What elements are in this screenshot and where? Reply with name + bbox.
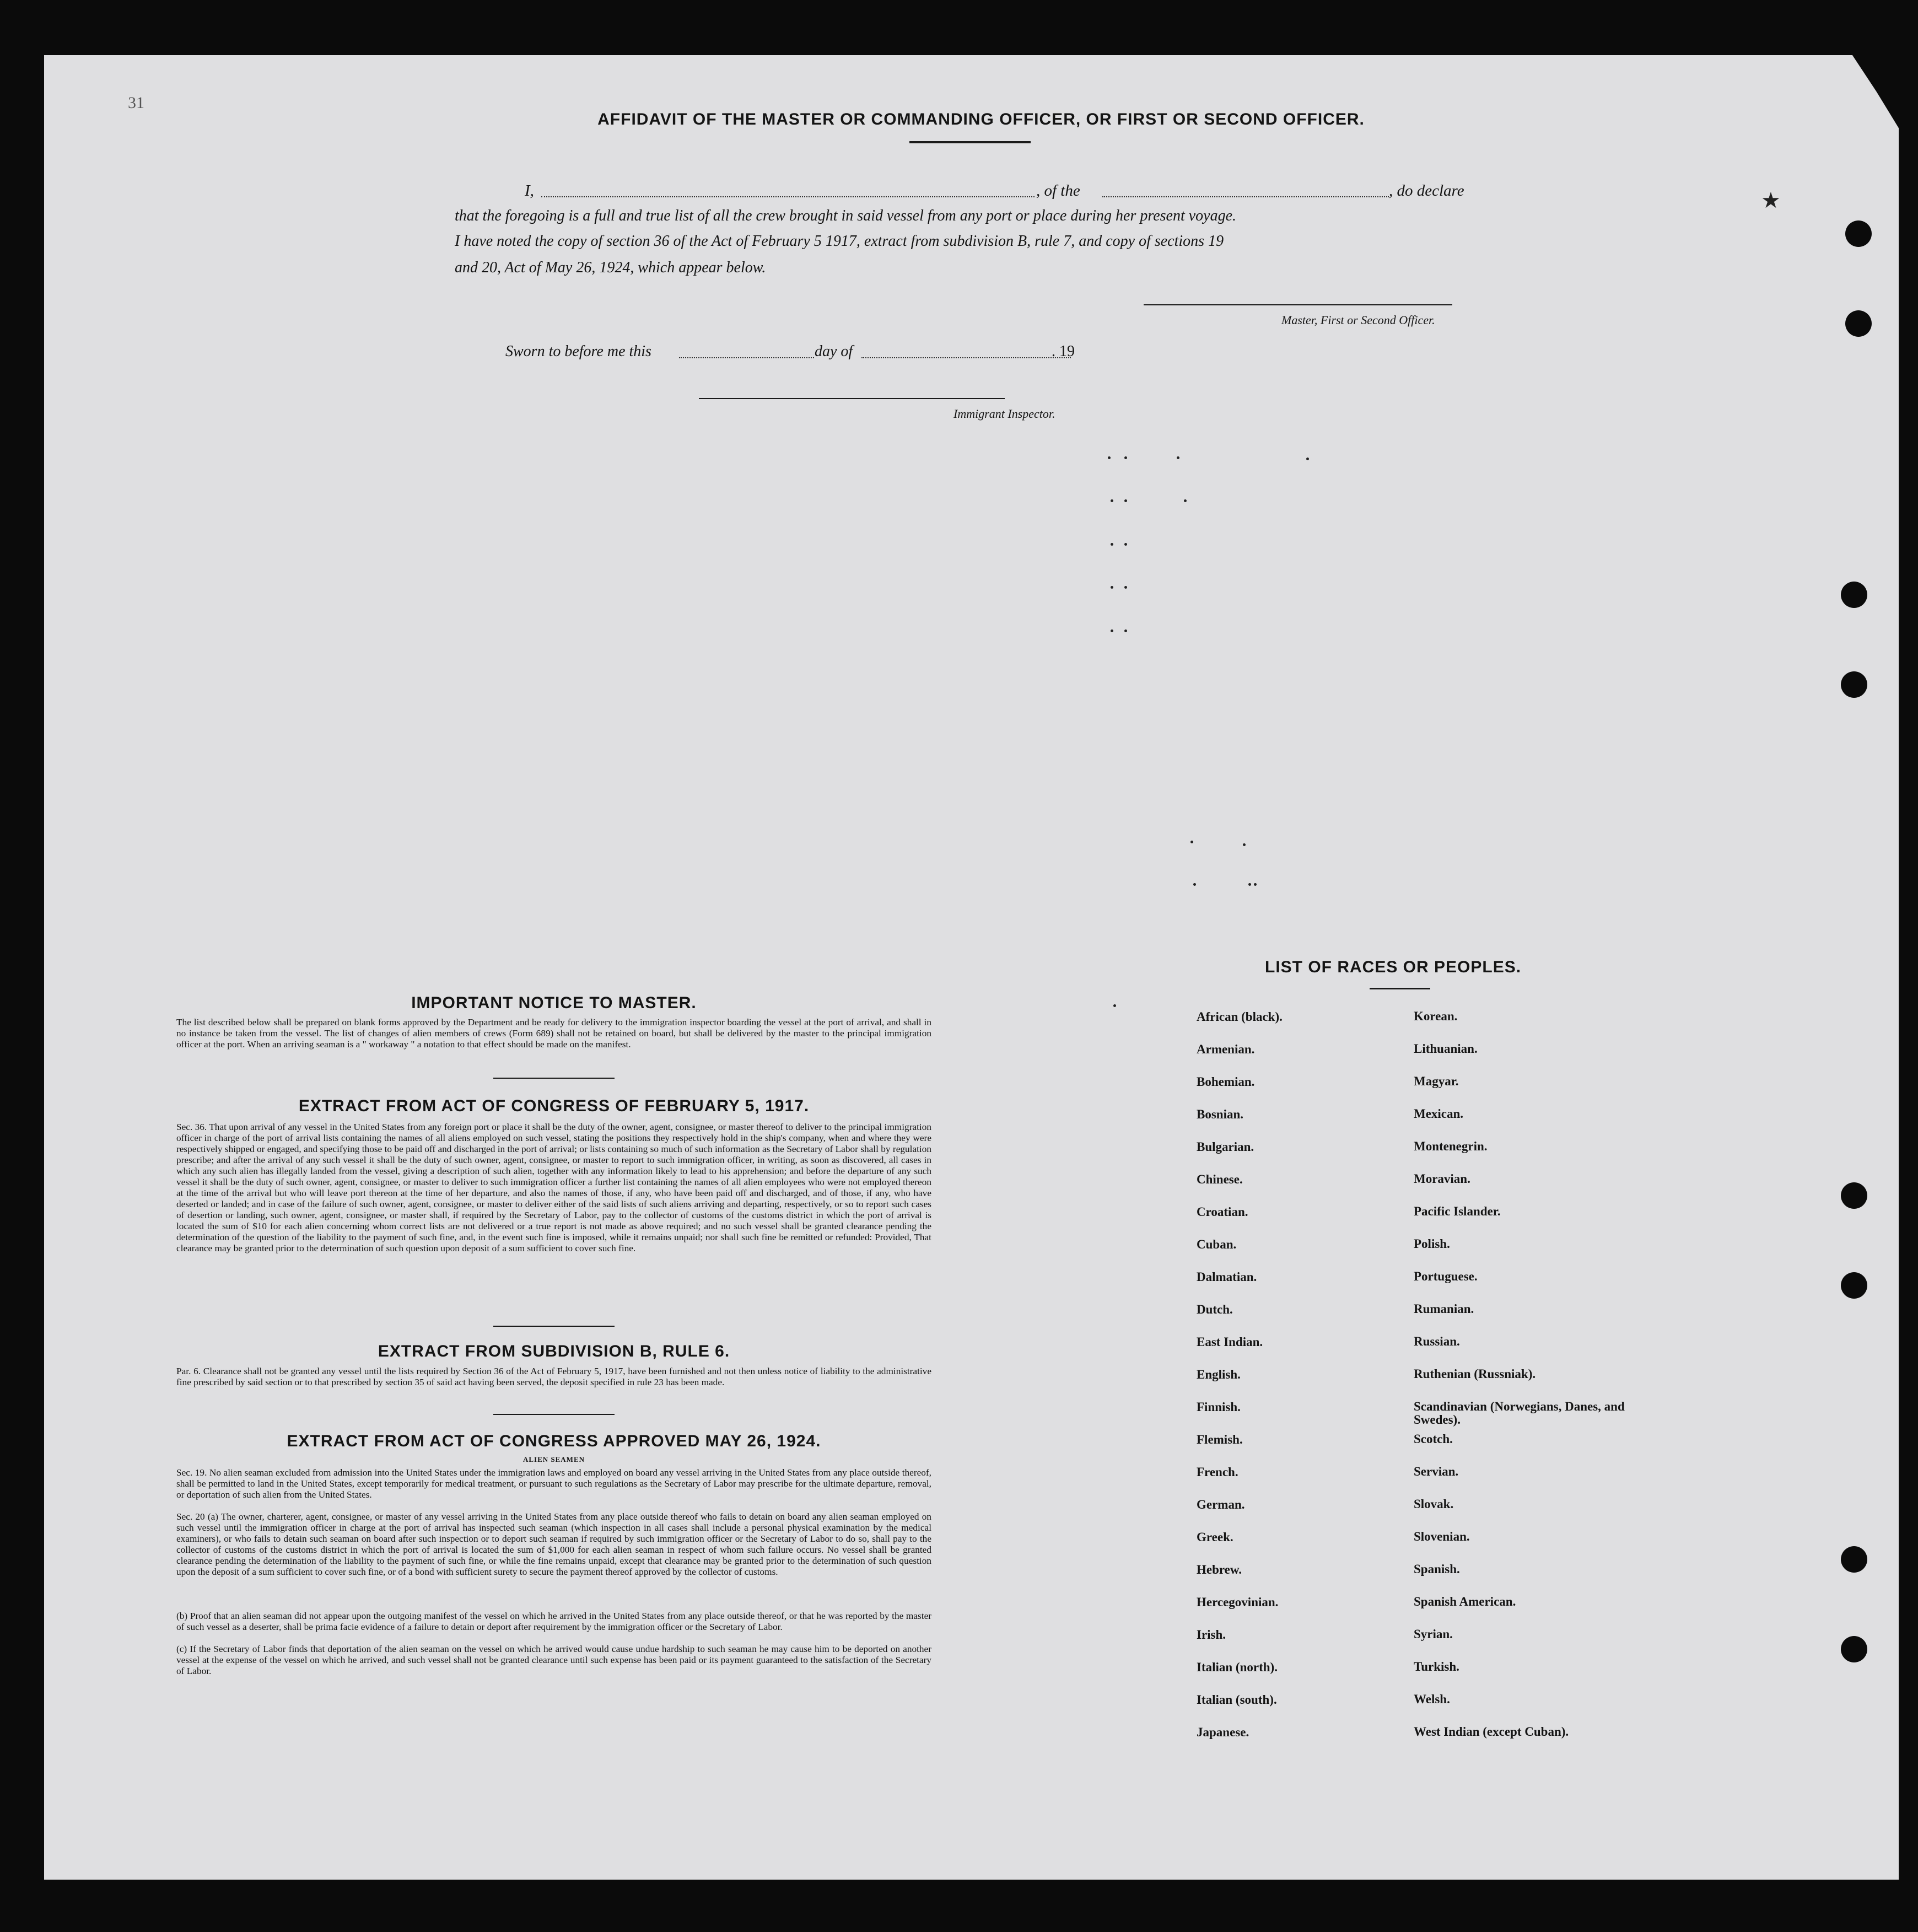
affidavit-line-4: and 20, Act of May 26, 1924, which appear below. — [455, 259, 766, 276]
speck — [1177, 456, 1179, 459]
notice-title: IMPORTANT NOTICE TO MASTER. — [411, 994, 697, 1012]
race-item: Bohemian. — [1197, 1075, 1255, 1089]
affidavit-i: I, — [525, 182, 534, 200]
race-item: Russian. — [1414, 1334, 1460, 1348]
affidavit-title: AFFIDAVIT OF THE MASTER OR COMMANDING OFFICER, OR FIRST OR SECOND OFFICER. — [597, 110, 1365, 128]
race-item: French. — [1197, 1465, 1238, 1479]
race-item: Italian (north). — [1197, 1660, 1278, 1674]
race-item: Bulgarian. — [1197, 1140, 1254, 1154]
speck — [1184, 499, 1187, 502]
punch-hole — [1841, 1272, 1867, 1299]
speck — [1124, 543, 1127, 546]
race-item: Japanese. — [1197, 1725, 1249, 1739]
race-item: Turkish. — [1414, 1660, 1459, 1673]
speck — [1306, 458, 1309, 460]
race-item: Slovak. — [1414, 1497, 1454, 1511]
extract-1924-title: EXTRACT FROM ACT OF CONGRESS APPROVED MAY 26, 1924. — [287, 1432, 821, 1450]
race-item: German. — [1197, 1498, 1245, 1511]
race-item: Scandinavian (Norwegians, Danes, and Swedes). — [1414, 1400, 1625, 1427]
extract-1924-sec20c: (c) If the Secretary of Labor finds that deportation of the alien seaman on the vessel on which he arrived would cause undue hardship to such seaman he may cause him to be deported on another vessel at the expense of the vessel on which he arrived, and such vessel shall not be granted clearance until such expense has been paid or its payment guaranteed to the satisfaction of the Secretary of Labor. — [176, 1644, 931, 1676]
sworn-month-blank — [861, 357, 1071, 358]
speck — [1248, 883, 1251, 886]
affidavit-line-3: I have noted the copy of section 36 of the Act of February 5 1917, extract from subdivision B, rule 7, and copy of sections 19 — [455, 233, 1224, 250]
sworn-day-blank — [679, 357, 814, 358]
extract-1917-text: Sec. 36. That upon arrival of any vessel in the United States from any foreign port or place it shall be the duty of the owner, agent, consignee, or master thereof to deliver to the principal immigration officer in charge of the port of arrival lists containing the names of all aliens employed on such vessel, stating the positions they respectively hold in the ship's company, when and where they were respectively shipped or engaged, and specifying those to be paid off and discharged in the port of arrival; or lists containing so much of such information as the Secretary of Labor shall by regulation prescribe; and after the arrival of any such vessel it shall be the duty of such owner, agent, consignee, or master to report to such immigration officer, in writing, as soon as discovered, all cases in which any such alien has illegally landed from the vessel, giving a description of such alien, together with any information likely to lead to his apprehension; and before the departure of any such vessel it shall be the duty of such owner, agent, consignee, or master to deliver to such immigration officer a further list containing the names of all alien employees who were not employed thereon at the time of the arrival but who will leave port thereon at the time of her departure, and also the names of those, if any, who have been paid off and discharged, and of those, if any, who have deserted or landed; and in case of the failure of such owner, agent, consignee, or master to deliver either of the said lists of such aliens arriving and departing, respectively, or so to report such cases of desertion or landing, such owner, agent, consignee, or master shall, if required by the Secretary of Labor, pay to the collector of customs of the customs district in which the port of arrival is located the sum of $10 for each alien concerning whom correct lists are not delivered or a true report is not made as above required; and no such vessel shall be granted clearance pending the determination of the question of the liability to the payment of such fine, and, in the event such fine is imposed, while it remains unpaid; nor shall such fine be remitted or refunded: Provided, That clearance may be granted prior to the determination of such question upon deposit of a sum sufficient to cover such fine. — [176, 1122, 931, 1253]
race-item: Croatian. — [1197, 1205, 1248, 1219]
race-item: Mexican. — [1414, 1107, 1464, 1121]
race-item: West Indian (except Cuban). — [1414, 1725, 1569, 1739]
master-signature-label: Master, First or Second Officer. — [1281, 313, 1435, 327]
race-item: Portuguese. — [1414, 1269, 1478, 1283]
notice-rule — [493, 1078, 615, 1079]
speck — [1124, 499, 1127, 502]
race-item: Korean. — [1414, 1009, 1458, 1023]
punch-hole — [1845, 220, 1872, 247]
extract-1924-sec19: Sec. 19. No alien seaman excluded from admission into the United States under the immigration laws and employed on board any vessel arriving in the United States from any place outside thereof, shall be permitted to land in the United States, except temporarily for medical treatment, or pursuant to such regulations as the Secretary of Labor may prescribe for the ultimate departure, removal, or deportation of such alien from the United States. — [176, 1467, 931, 1500]
race-item: Hercegovinian. — [1197, 1595, 1279, 1609]
race-item: Flemish. — [1197, 1433, 1243, 1446]
race-item: Cuban. — [1197, 1237, 1237, 1251]
vessel-blank — [1102, 196, 1389, 197]
race-item: Syrian. — [1414, 1627, 1453, 1641]
rule6-title: EXTRACT FROM SUBDIVISION B, RULE 6. — [378, 1342, 730, 1360]
extract-1917-rule — [493, 1326, 615, 1327]
speck — [1111, 629, 1113, 632]
races-left-column — [1197, 1010, 1395, 1758]
race-item: Bosnian. — [1197, 1107, 1244, 1121]
race-item: Finnish. — [1197, 1400, 1241, 1414]
races-right-column — [1414, 1010, 1634, 1758]
master-signature-line — [1144, 304, 1452, 305]
inspector-signature-label: Immigrant Inspector. — [953, 407, 1055, 421]
speck — [1124, 456, 1127, 459]
race-item: Dalmatian. — [1197, 1270, 1257, 1284]
sworn-prefix: Sworn to before me this — [505, 343, 651, 360]
speck — [1108, 456, 1111, 459]
punch-hole — [1841, 582, 1867, 608]
race-item: Armenian. — [1197, 1042, 1255, 1056]
race-item: Chinese. — [1197, 1172, 1243, 1186]
inspector-signature-line — [699, 398, 1005, 399]
notice-text: The list described below shall be prepared on blank forms approved by the Department and be ready for delivery to the immigration inspector boarding the vessel at the port of arrival, and shall in no instance be taken from the vessel. The list of changes of alien members of crews (Form 689) shall not be retained on board, but shall be delivered by the master to the principal immigration officer at the port. When an arriving seaman is a " workaway " a notation to that effect should be made on the manifest. — [176, 1017, 931, 1050]
race-item: East Indian. — [1197, 1335, 1263, 1349]
speck — [1111, 586, 1113, 589]
speck — [1254, 883, 1257, 886]
punch-hole — [1841, 1546, 1867, 1573]
sworn-day-label: day of — [815, 343, 853, 360]
punch-hole — [1845, 310, 1872, 337]
race-item: Greek. — [1197, 1530, 1233, 1544]
race-item: Irish. — [1197, 1628, 1226, 1642]
extract-1924-sec20a: Sec. 20 (a) The owner, charterer, agent, consignee, or master of any vessel arriving in the United States from any place outside thereof who fails to detain on board any alien seaman employed on such vessel until the immigration officer in charge at the port of arrival has inspected such seaman (which inspection in all cases shall include a personal physical examination by the medical examiners), or who fails to detain such seaman on board after such inspection or to deport such seaman if required by such immigration officer or the Secretary of Labor to do so, shall pay to the collector of customs of the customs district in which the port of arrival is located the sum of $1,000 for each alien seaman in respect of whom such failure occurs. No vessel shall be granted clearance pending the determination of the liability to the payment of such fine, or while the fine remains unpaid, except that clearance may be granted prior to the determination of such question upon the deposit of a sum sufficient to cover such fine, or of a bond with sufficient surety to secure the payment thereof approved by the collector of customs. — [176, 1511, 931, 1577]
races-rule — [1370, 988, 1430, 989]
race-item: Spanish American. — [1414, 1595, 1516, 1608]
star-mark: ★ — [1761, 188, 1781, 213]
margin-mark: 31 — [128, 94, 144, 112]
speck — [1124, 629, 1127, 632]
race-item: Montenegrin. — [1414, 1139, 1488, 1153]
speck — [1193, 883, 1196, 886]
title-rule — [909, 141, 1031, 143]
punch-hole — [1841, 1636, 1867, 1662]
race-item: Slovenian. — [1414, 1530, 1470, 1543]
race-item: Scotch. — [1414, 1432, 1453, 1446]
affidavit-declare: , do declare — [1389, 182, 1464, 200]
race-item: Polish. — [1414, 1237, 1450, 1251]
name-blank — [541, 196, 1035, 197]
race-item: Lithuanian. — [1414, 1042, 1478, 1056]
race-item: Moravian. — [1414, 1172, 1470, 1186]
race-item: Spanish. — [1414, 1562, 1460, 1576]
extract-1924-sec20b: (b) Proof that an alien seaman did not appear upon the outgoing manifest of the vessel on which he arrived in the United States from any place outside thereof, or that he was reported by the master of such vessel as a deserter, shall be prima facie evidence of a failure to detain or deport after requirement by the immigration officer or the Secretary of Labor. — [176, 1611, 931, 1632]
rule6-rule — [493, 1414, 615, 1415]
race-item: Hebrew. — [1197, 1563, 1242, 1576]
sworn-year: . 19 — [1052, 343, 1075, 360]
race-item: Magyar. — [1414, 1074, 1459, 1088]
affidavit-of-the: , of the — [1036, 182, 1080, 200]
race-item: Italian (south). — [1197, 1693, 1277, 1707]
race-item: African (black). — [1197, 1010, 1283, 1024]
speck — [1111, 543, 1113, 546]
punch-hole — [1841, 671, 1867, 698]
race-item: Rumanian. — [1414, 1302, 1474, 1316]
race-item: Ruthenian (Russniak). — [1414, 1367, 1536, 1381]
race-item: Welsh. — [1414, 1692, 1450, 1706]
race-item: Dutch. — [1197, 1303, 1233, 1316]
alien-seamen-subtitle: ALIEN SEAMEN — [522, 1455, 585, 1463]
race-item: Servian. — [1414, 1465, 1459, 1478]
race-item: English. — [1197, 1368, 1241, 1381]
speck — [1190, 841, 1193, 843]
affidavit-line-2: that the foregoing is a full and true list of all the crew brought in said vessel from any port or place during her present voyage. — [455, 207, 1237, 224]
race-item: Pacific Islander. — [1414, 1204, 1501, 1218]
speck — [1113, 1004, 1116, 1007]
extract-1917-title: EXTRACT FROM ACT OF CONGRESS OF FEBRUARY 5, 1917. — [298, 1097, 810, 1115]
races-title: LIST OF RACES OR PEOPLES. — [1265, 958, 1522, 976]
rule6-text: Par. 6. Clearance shall not be granted any vessel until the lists required by Section 36 of the Act of February 5, 1917, have been furnished and not then unless notice of liability to the administrative fine prescribed by said section or to that prescribed by section 35 of said act having been served, the deposit specified in rule 23 has been made. — [176, 1366, 931, 1387]
speck — [1111, 499, 1113, 502]
speck — [1124, 586, 1127, 589]
speck — [1243, 843, 1246, 846]
punch-hole — [1841, 1182, 1867, 1209]
